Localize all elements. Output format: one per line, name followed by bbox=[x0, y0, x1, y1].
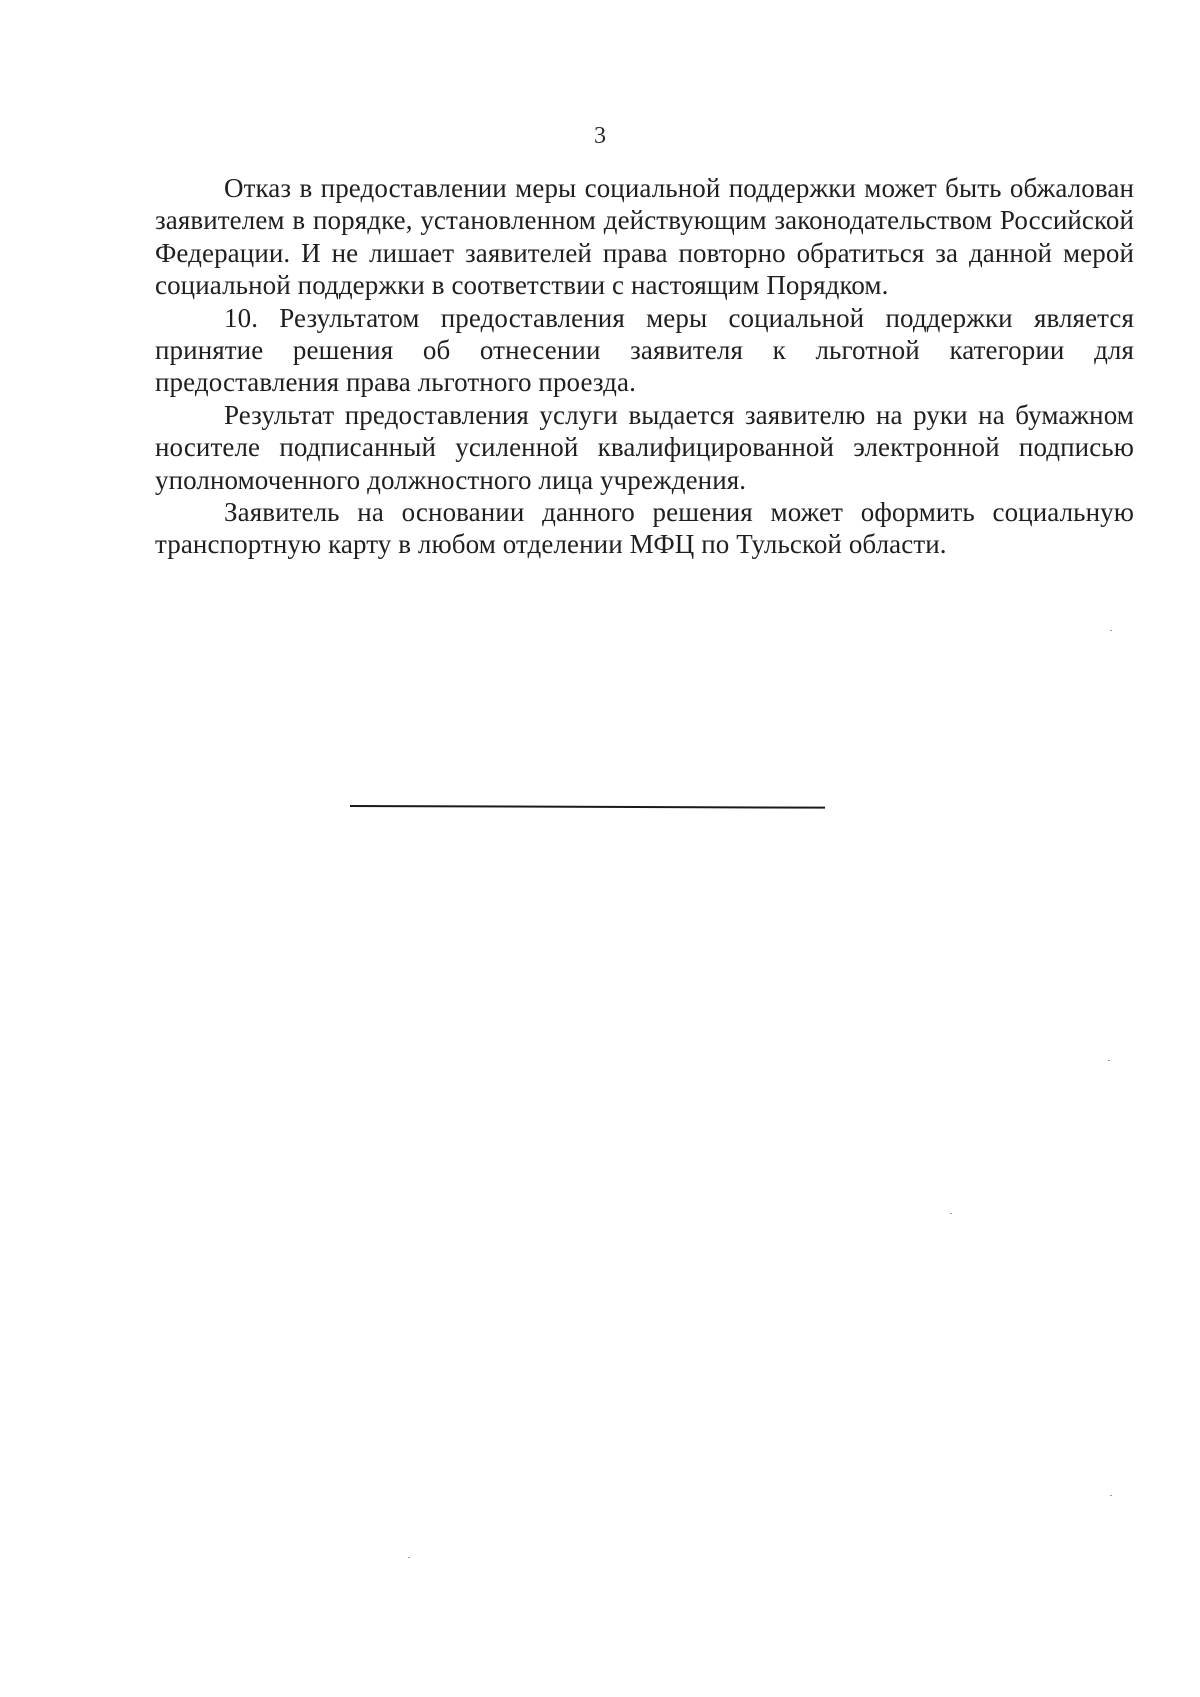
paragraph-result-delivery: Результат предоставления услуги выдается заявителю на руки на бумажном носителе подписанный усиленной квалифицированной электронной подписью уполномоченного должностного лица учреждения. bbox=[155, 399, 1134, 495]
scan-speck bbox=[950, 1213, 952, 1214]
scan-speck bbox=[1108, 1060, 1110, 1061]
scan-speck bbox=[408, 1557, 410, 1558]
scan-speck bbox=[1110, 1495, 1112, 1496]
end-divider-line bbox=[350, 805, 825, 809]
paragraph-appeal-refusal: Отказ в предоставлении меры социальной поддержки может быть обжалован заявителем в порядке, установленном действующим законодательством Российской Федерации. И не лишает заявителей права повторно обратиться за данной мерой социальной поддержки в соответствии с настоящим Порядком. bbox=[155, 173, 1134, 301]
page-number: 3 bbox=[594, 123, 606, 149]
document-body bbox=[155, 172, 1134, 561]
paragraph-result-decision: 10. Результатом предоставления меры социальной поддержки является принятие решения об отнесении заявителя к льготной категории для предоставления права льготного проезда. bbox=[155, 302, 1134, 398]
paragraph-transport-card: Заявитель на основании данного решения может оформить социальную транспортную карту в любом отделении МФЦ по Тульской области. bbox=[155, 497, 1134, 560]
scan-speck bbox=[1110, 630, 1112, 631]
